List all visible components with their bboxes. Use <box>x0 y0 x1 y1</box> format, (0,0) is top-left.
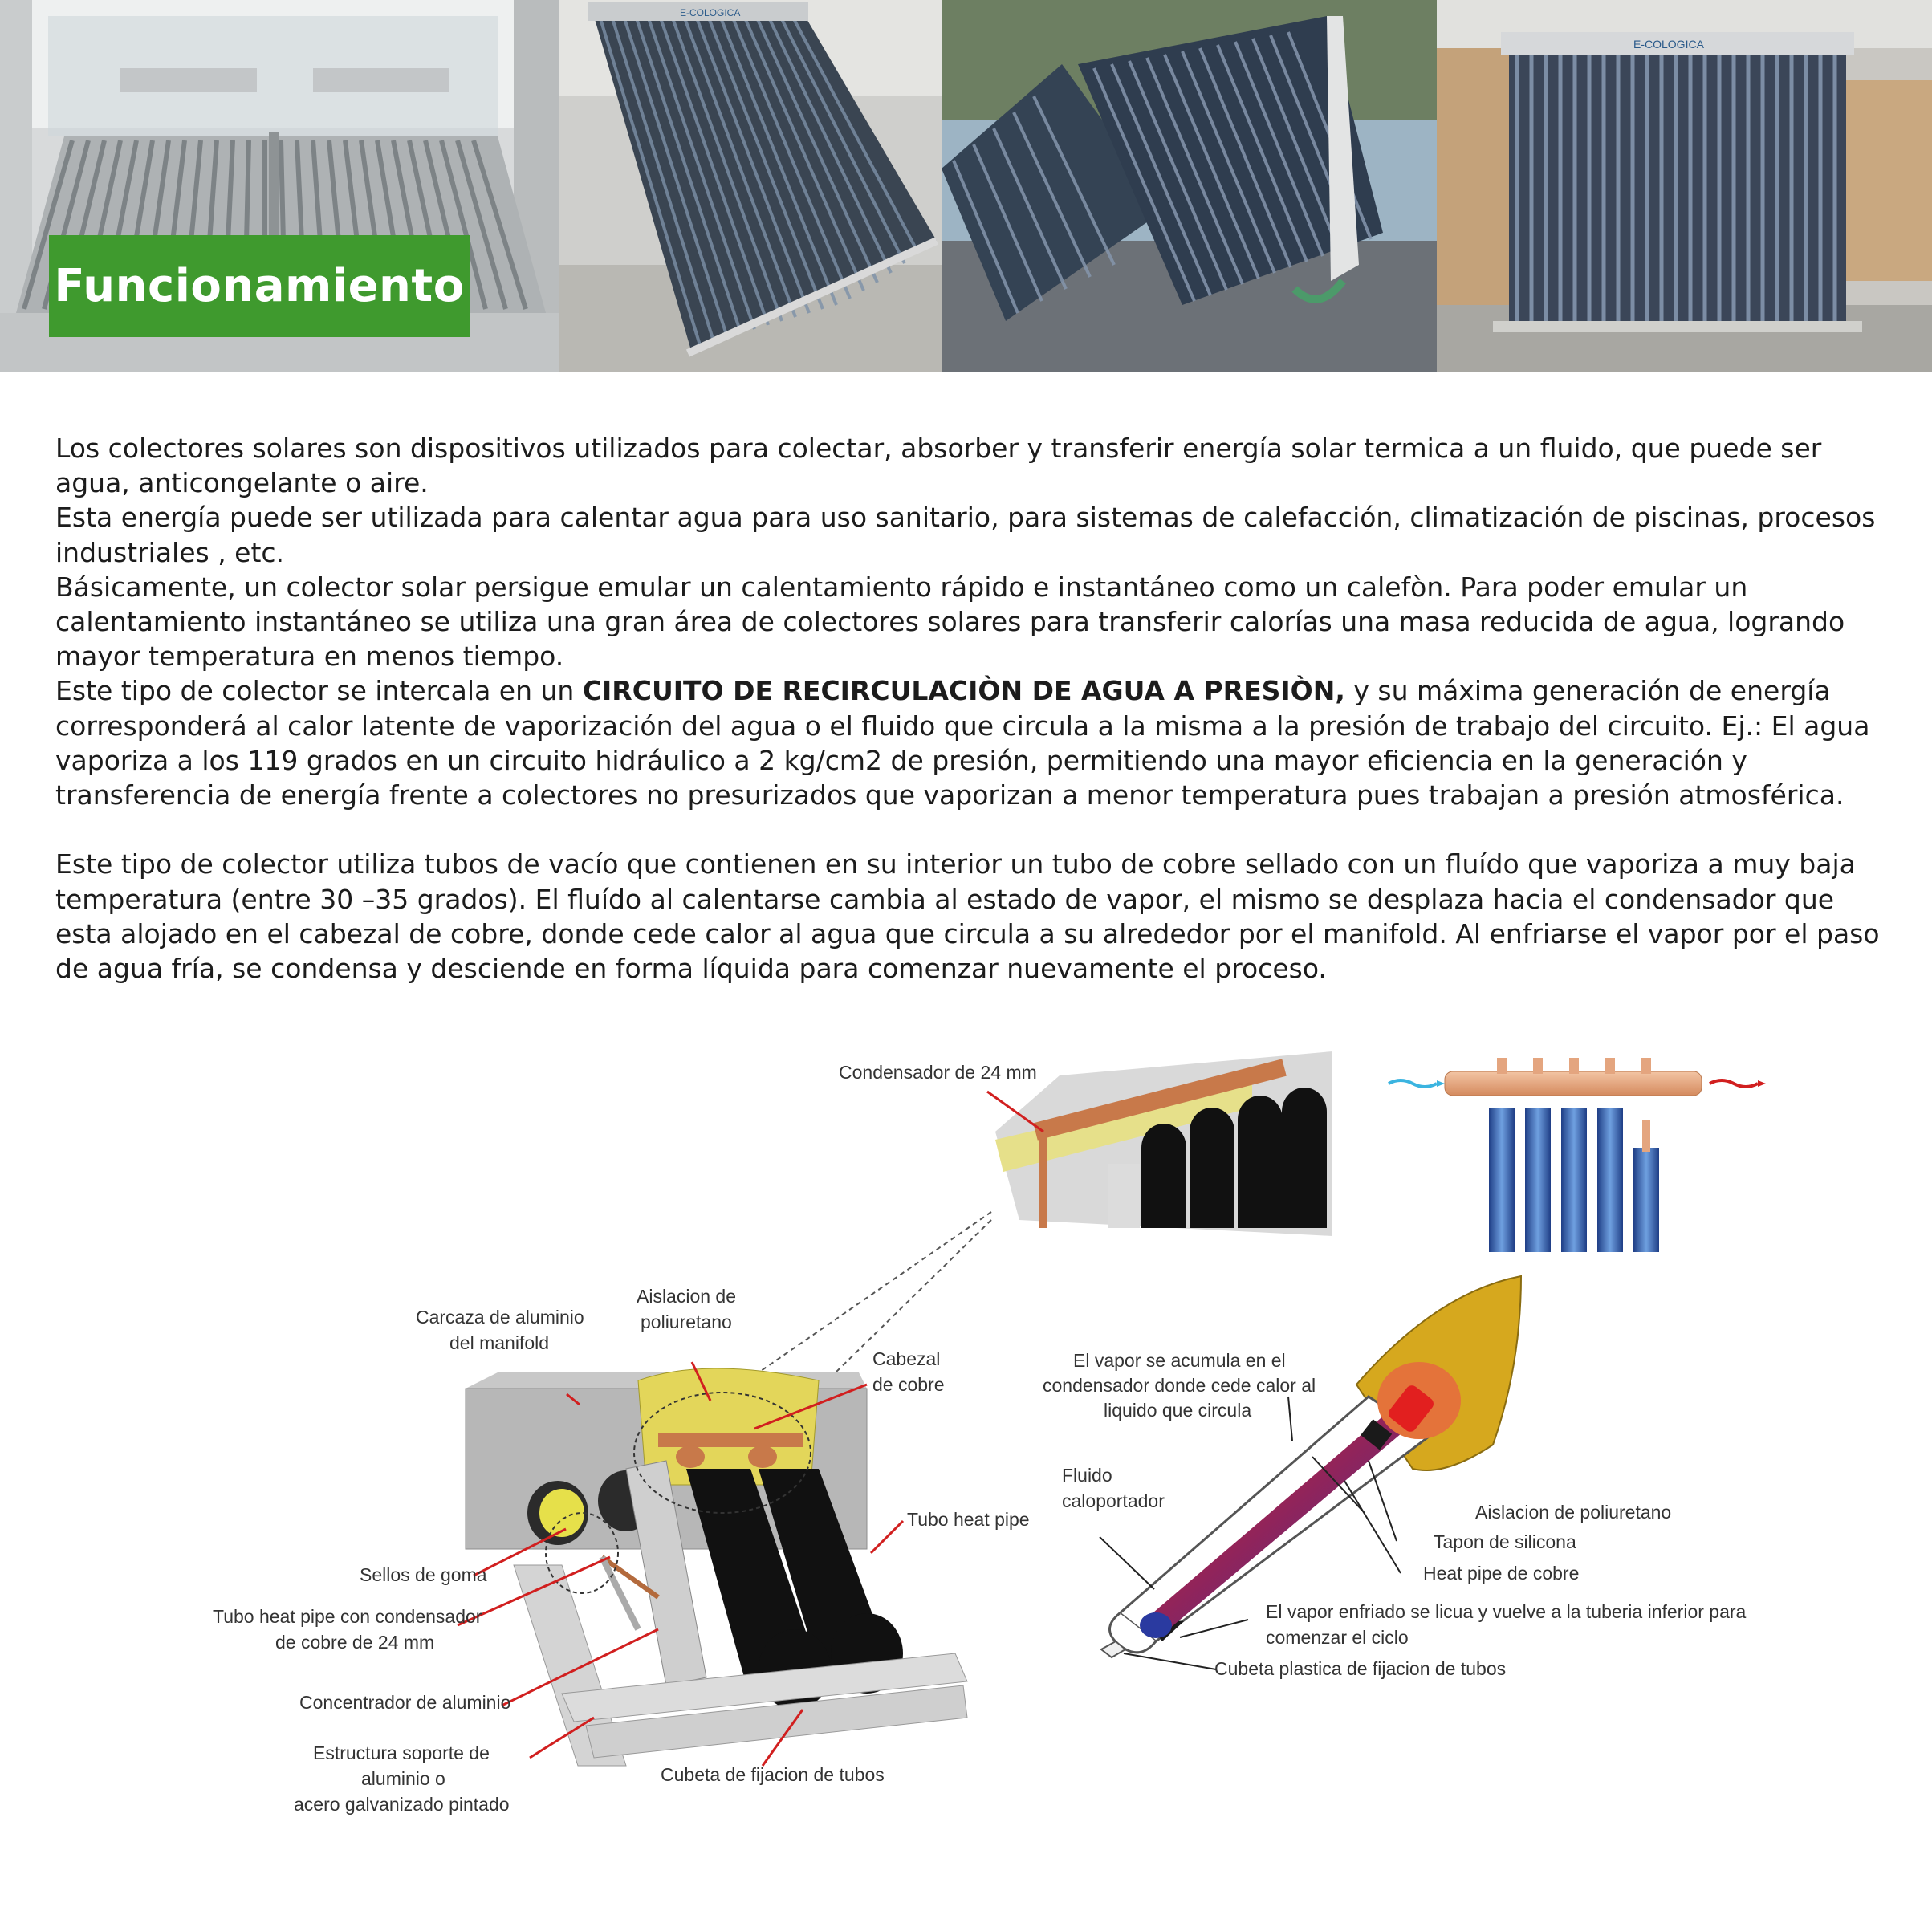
label-cubeta: Cubeta de fijacion de tubos <box>661 1764 885 1785</box>
label-aislacion-2: poliuretano <box>641 1311 732 1332</box>
manifold-assembly <box>466 1368 967 1766</box>
body-text <box>55 431 1893 986</box>
label-carcaza-2: del manifold <box>449 1332 550 1353</box>
paragraph-4 <box>55 673 1893 812</box>
label-condensador: Condensador de 24 mm <box>839 1062 1037 1083</box>
label-aislacion-poliuretano: Aislacion de poliuretano <box>1475 1502 1672 1523</box>
paragraph-3: Básicamente, un colector solar persigue emular un calentamiento rápido e instantáneo como un calefòn. Para poder emular un calentamiento instantáneo se utiliza una gran área de colectores solares para transferir calorías una masa reducida de agua, logrando mayor temperatura en menos tiempo. <box>55 571 1845 673</box>
photo-banner <box>0 0 1932 372</box>
label-fluido-2: caloportador <box>1062 1490 1165 1511</box>
paragraph-4-end: y su máxima generación de energía corresponderá al calor latente de vaporización del agua o el fluido que circula a la misma a la presión de trabajo del circuito. Ej.: El agua vaporiza a los 119 grados en un circuito hidráulico a 2 kg/cm2 de presión, permitiendo una mayor eficiencia en la generación y transferencia de energía frente a colectores no presurizados que vaporizan a menor temperatura pues trabajan a presión atmosférica. <box>55 675 1870 811</box>
label-carcaza-1: Carcaza de aluminio <box>416 1307 584 1328</box>
label-fluido-1: Fluido <box>1062 1465 1112 1486</box>
label-vapor-enfriado-2: comenzar el ciclo <box>1266 1627 1409 1648</box>
paragraph-4-highlight: CIRCUITO DE RECIRCULACIÒN DE AGUA A PRESIÒN, <box>582 675 1345 707</box>
label-tubo-condensador-1: Tubo heat pipe con condensador <box>213 1606 482 1627</box>
paragraph-4-start: Este tipo de colector se intercala en un <box>55 675 583 707</box>
diagram-area <box>0 1019 1932 1907</box>
label-estructura-1: Estructura soporte de <box>313 1742 490 1763</box>
paragraph-1: Los colectores solares son dispositivos utilizados para colectar, absorber y transferir energía solar termica a un fluido, que puede ser agua, anticongelante o aire. <box>55 433 1822 499</box>
svg-text:E-COLOGICA: E-COLOGICA <box>1633 38 1704 51</box>
svg-text:E-COLOGICA: E-COLOGICA <box>680 7 741 18</box>
paragraph-2: Esta energía puede ser utilizada para calentar agua para uso sanitario, para sistemas de calefacción, climatización de piscinas, procesos industriales , etc. <box>55 502 1876 568</box>
label-tapon: Tapon de silicona <box>1434 1531 1576 1552</box>
photo-panel-factory <box>559 0 942 372</box>
label-concentrador: Concentrador de aluminio <box>299 1692 511 1713</box>
label-vapor-1: El vapor se acumula en el <box>1073 1350 1286 1371</box>
label-sellos: Sellos de goma <box>360 1564 487 1585</box>
photo-panel-roof <box>942 0 1437 372</box>
label-estructura-2: aluminio o <box>361 1768 445 1789</box>
label-heat-pipe-cobre: Heat pipe de cobre <box>1423 1563 1580 1584</box>
label-cabezal-1: Cabezal <box>872 1348 941 1369</box>
label-vapor-2: condensador donde cede calor al <box>1043 1375 1316 1396</box>
condenser-photo <box>987 1051 1332 1236</box>
label-vapor-enfriado-1: El vapor enfriado se licua y vuelve a la tuberia inferior para <box>1266 1601 1747 1622</box>
paragraph-5: Este tipo de colector utiliza tubos de vacío que contienen en su interior un tubo de cobre sellado con un fluído que vaporiza a muy baja temperatura (entre 30 –35 grados). El fluído al calentarse cambia al estado de vapor, el mismo se desplaza hacia el condensador que esta alojado en el cabezal de cobre, donde cede calor al agua que circula a su alrededor por el manifold. Al enfriarse el vapor por el paso de agua fría, se condensa y desciende en forma líquida para comenzar nuevamente el proceso. <box>55 848 1880 985</box>
label-tubo-heat-pipe: Tubo heat pipe <box>907 1509 1030 1530</box>
manifold-schematic <box>1389 1058 1766 1252</box>
label-cabezal-2: de cobre <box>872 1374 945 1395</box>
section-title: Funcionamiento <box>49 235 470 337</box>
label-tubo-condensador-2: de cobre de 24 mm <box>275 1632 435 1653</box>
label-vapor-3: liquido que circula <box>1104 1400 1252 1421</box>
label-estructura-3: acero galvanizado pintado <box>294 1794 510 1815</box>
label-cubeta-plastica: Cubeta plastica de fijacion de tubos <box>1214 1658 1507 1679</box>
label-aislacion-1: Aislacion de <box>637 1286 737 1307</box>
photo-panel-warehouse <box>1437 0 1932 372</box>
